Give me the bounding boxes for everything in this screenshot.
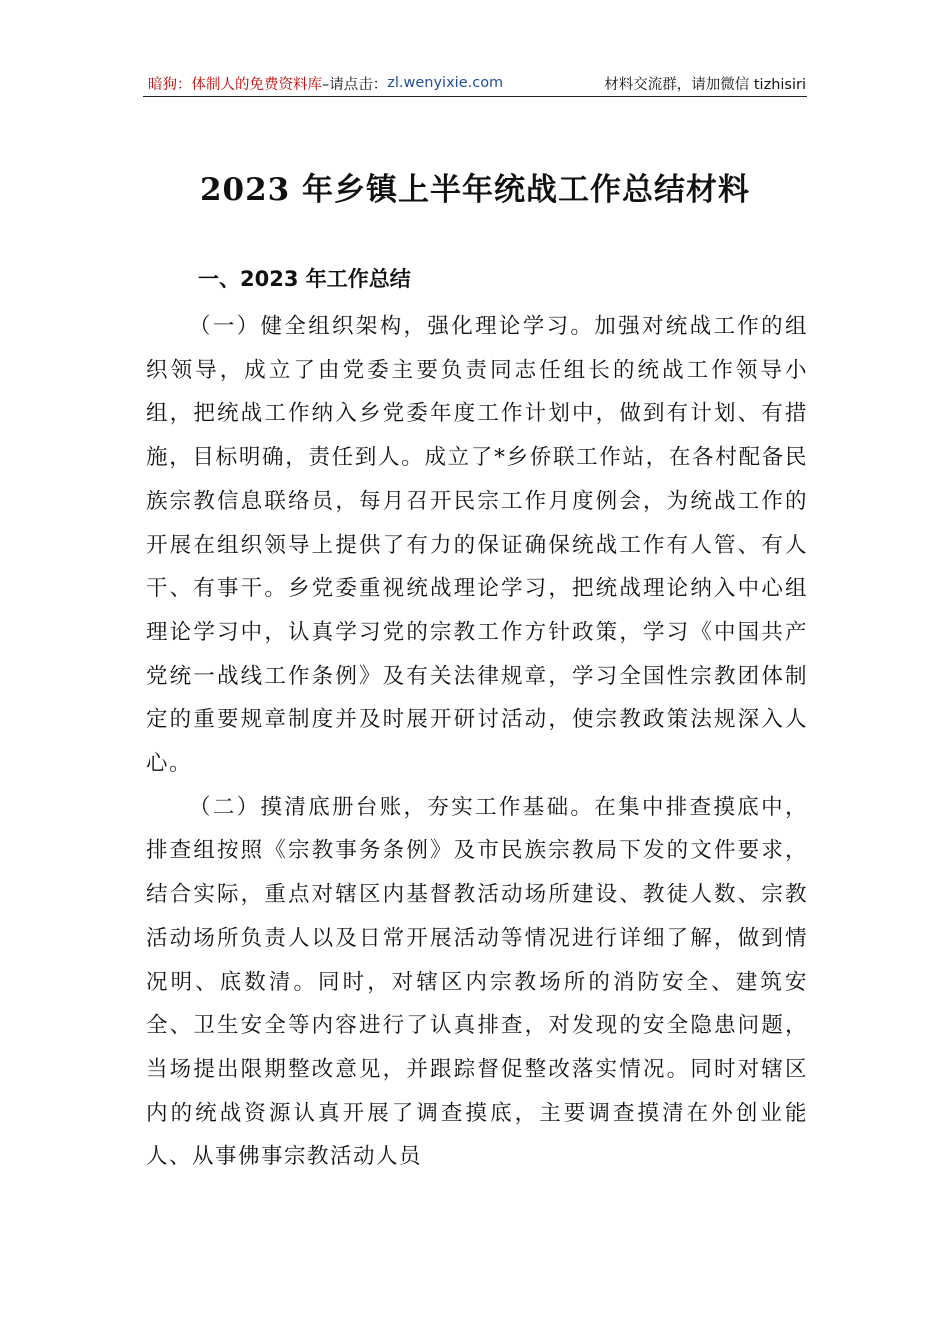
page-header <box>148 70 806 96</box>
header-left <box>148 73 503 94</box>
document-title: 2023 年乡镇上半年统战工作总结材料 <box>199 172 751 208</box>
header-wechat-text: 材料交流群，请加微信 tizhisiri <box>604 76 806 93</box>
paragraph-2: （二）摸清底册台账，夯实工作基础。在集中排查摸底中，排查组按照《宗教事务条例》及市民族宗教局下发的文件要求，结合实际，重点对辖区内基督教活动场所建设、教徒人数、宗教活动场所负责人以及日常开展活动等情况进行详细了解，做到情况明、底数清。同时，对辖区内宗教场所的消防安全、建筑安全、卫生安全等内容进行了认真排查，对发现的安全隐患问题，当场提出限期整改意见，并跟踪督促整改落实情况。同时对辖区内的统战资源认真开展了调查摸底，主要调查摸清在外创业能人、从事佛事宗教活动人员 <box>146 794 808 1170</box>
header-divider <box>143 96 807 97</box>
header-brand-text: 暗狗：体制人的免费资料库 <box>148 76 322 93</box>
document-body <box>146 305 808 1179</box>
section-heading: 一、2023 年工作总结 <box>198 267 411 291</box>
header-prompt-text: –请点击： <box>322 76 388 93</box>
header-url-link[interactable]: zl.wenyixie.com <box>387 75 504 91</box>
paragraph-1: （一）健全组织架构，强化理论学习。加强对统战工作的组织领导，成立了由党委主要负责同志任组长的统战工作领导小组，把统战工作纳入乡党委年度工作计划中，做到有计划、有措施，目标明确，责任到人。成立了*乡侨联工作站，在各村配备民族宗教信息联络员，每月召开民宗工作月度例会，为统战工作的开展在组织领导上提供了有力的保证确保统战工作有人管、有人干、有事干。乡党委重视统战理论学习，把统战理论纳入中心组理论学习中，认真学习党的宗教工作方针政策，学习《中国共产党统一战线工作条例》及有关法律规章，学习全国性宗教团体制定的重要规章制度并及时展开研讨活动，使宗教政策法规深入人心。 <box>146 314 808 777</box>
